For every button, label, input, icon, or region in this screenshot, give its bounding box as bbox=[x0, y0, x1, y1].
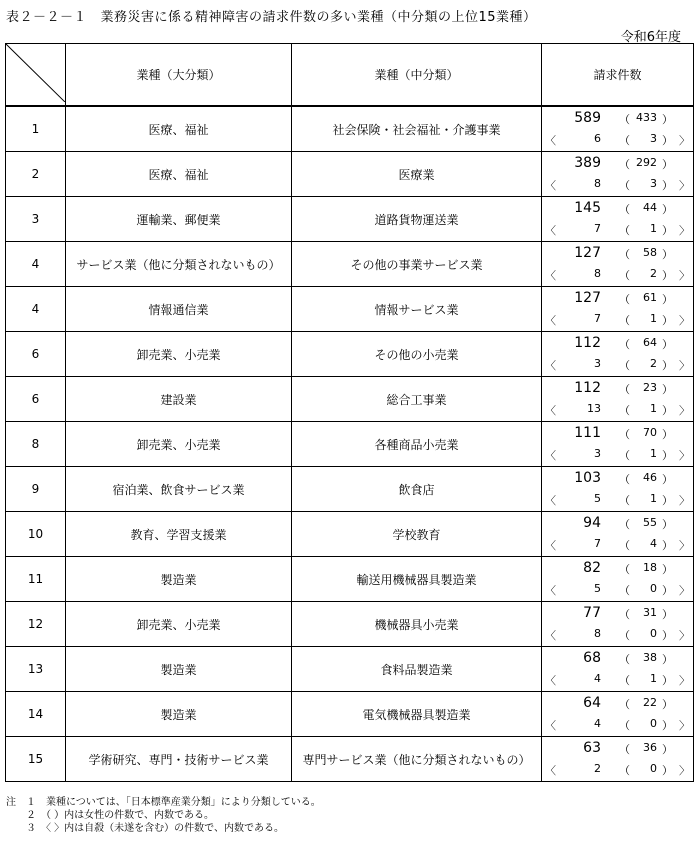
footnote-1: 注 １ 業種については、「日本標準産業分類」により分類している。 bbox=[6, 797, 321, 808]
header-middle-category: 業種（中分類） bbox=[292, 44, 542, 107]
major-category-cell: 卸売業、小売業 bbox=[66, 602, 292, 647]
angle-open: 〈 bbox=[545, 224, 556, 238]
count-line-total bbox=[542, 740, 693, 758]
female-count: 36 bbox=[643, 741, 657, 755]
middle-category-cell: 各種商品小売業 bbox=[292, 422, 542, 467]
count-line-total bbox=[542, 650, 693, 668]
rank-cell: 14 bbox=[6, 692, 66, 737]
suicide-female-count: 1 bbox=[650, 222, 657, 236]
count-line-suicide bbox=[542, 356, 693, 374]
count-line-suicide bbox=[542, 131, 693, 149]
suicide-female-count: 1 bbox=[650, 402, 657, 416]
paren-open: （ bbox=[619, 518, 630, 532]
suicide-female-count: 0 bbox=[650, 582, 657, 596]
paren-open: （ bbox=[619, 653, 630, 667]
claim-count-cell bbox=[542, 152, 694, 197]
total-count: 127 bbox=[574, 245, 601, 262]
suicide-count: 7 bbox=[594, 312, 601, 326]
suicide-female-count: 1 bbox=[650, 447, 657, 461]
paren-open: （ bbox=[619, 134, 630, 148]
female-count: 31 bbox=[643, 606, 657, 620]
paren-open: （ bbox=[619, 113, 630, 127]
table-row bbox=[6, 692, 694, 737]
total-count: 77 bbox=[583, 605, 601, 622]
middle-category-cell: 輸送用機械器具製造業 bbox=[292, 557, 542, 602]
paren-close: ） bbox=[662, 653, 673, 667]
paren-close: ） bbox=[662, 248, 673, 262]
major-category-cell: 学術研究、専門・技術サービス業 bbox=[66, 737, 292, 782]
angle-close: 〉 bbox=[679, 764, 690, 778]
claim-count-cell bbox=[542, 332, 694, 377]
angle-close: 〉 bbox=[679, 134, 690, 148]
count-line-total bbox=[542, 380, 693, 398]
paren-open: （ bbox=[619, 473, 630, 487]
suicide-female-count: 0 bbox=[650, 627, 657, 641]
rank-cell: 9 bbox=[6, 467, 66, 512]
paren-close: ） bbox=[662, 719, 673, 733]
angle-close: 〉 bbox=[679, 539, 690, 553]
angle-open: 〈 bbox=[545, 269, 556, 283]
female-count: 22 bbox=[643, 696, 657, 710]
suicide-count: 5 bbox=[594, 582, 601, 596]
rank-cell: 12 bbox=[6, 602, 66, 647]
middle-category-cell: 学校教育 bbox=[292, 512, 542, 557]
paren-close: ） bbox=[662, 563, 673, 577]
paren-open: （ bbox=[619, 698, 630, 712]
footnote-3: ３ 〈 〉内は自殺（未遂を含む）の件数で、内数である。 bbox=[6, 823, 284, 834]
paren-close: ） bbox=[662, 608, 673, 622]
rank-cell: 3 bbox=[6, 197, 66, 242]
major-category-cell: 情報通信業 bbox=[66, 287, 292, 332]
suicide-female-count: 3 bbox=[650, 132, 657, 146]
suicide-female-count: 0 bbox=[650, 762, 657, 776]
angle-open: 〈 bbox=[545, 404, 556, 418]
count-line-suicide bbox=[542, 311, 693, 329]
header-row bbox=[6, 44, 694, 107]
paren-close: ） bbox=[662, 338, 673, 352]
angle-open: 〈 bbox=[545, 719, 556, 733]
angle-close: 〉 bbox=[679, 494, 690, 508]
paren-open: （ bbox=[619, 293, 630, 307]
major-category-cell: 製造業 bbox=[66, 557, 292, 602]
paren-close: ） bbox=[662, 743, 673, 757]
count-line-total bbox=[542, 200, 693, 218]
claim-count-cell bbox=[542, 287, 694, 332]
table-row bbox=[6, 737, 694, 782]
table-row bbox=[6, 422, 694, 467]
paren-close: ） bbox=[662, 584, 673, 598]
suicide-count: 5 bbox=[594, 492, 601, 506]
suicide-count: 13 bbox=[587, 402, 601, 416]
paren-close: ） bbox=[662, 449, 673, 463]
paren-open: （ bbox=[619, 203, 630, 217]
middle-category-cell: 飲食店 bbox=[292, 467, 542, 512]
claim-count-cell bbox=[542, 557, 694, 602]
paren-close: ） bbox=[662, 158, 673, 172]
suicide-female-count: 2 bbox=[650, 267, 657, 281]
middle-category-cell: 医療業 bbox=[292, 152, 542, 197]
female-count: 61 bbox=[643, 291, 657, 305]
table-body bbox=[6, 106, 694, 782]
suicide-count: 8 bbox=[594, 627, 601, 641]
paren-close: ） bbox=[662, 404, 673, 418]
paren-open: （ bbox=[619, 179, 630, 193]
paren-open: （ bbox=[619, 224, 630, 238]
count-line-total bbox=[542, 290, 693, 308]
rank-cell: 15 bbox=[6, 737, 66, 782]
female-count: 44 bbox=[643, 201, 657, 215]
count-line-total bbox=[542, 605, 693, 623]
major-category-cell: 卸売業、小売業 bbox=[66, 332, 292, 377]
paren-open: （ bbox=[619, 743, 630, 757]
paren-open: （ bbox=[619, 764, 630, 778]
paren-open: （ bbox=[619, 338, 630, 352]
paren-close: ） bbox=[662, 473, 673, 487]
angle-close: 〉 bbox=[679, 674, 690, 688]
middle-category-cell: 情報サービス業 bbox=[292, 287, 542, 332]
count-line-total bbox=[542, 110, 693, 128]
total-count: 145 bbox=[574, 200, 601, 217]
rank-cell: 1 bbox=[6, 106, 66, 152]
middle-category-cell: 専門サービス業（他に分類されないもの） bbox=[292, 737, 542, 782]
angle-open: 〈 bbox=[545, 539, 556, 553]
claim-count-cell bbox=[542, 197, 694, 242]
claim-count-cell bbox=[542, 602, 694, 647]
corner-cell bbox=[6, 44, 66, 107]
middle-category-cell: その他の小売業 bbox=[292, 332, 542, 377]
claim-count-cell bbox=[542, 422, 694, 467]
angle-open: 〈 bbox=[545, 134, 556, 148]
total-count: 589 bbox=[574, 110, 601, 127]
major-category-cell: 運輸業、郵便業 bbox=[66, 197, 292, 242]
female-count: 23 bbox=[643, 381, 657, 395]
table-row bbox=[6, 287, 694, 332]
angle-open: 〈 bbox=[545, 449, 556, 463]
count-line-suicide bbox=[542, 671, 693, 689]
suicide-count: 6 bbox=[594, 132, 601, 146]
paren-close: ） bbox=[662, 203, 673, 217]
table-row bbox=[6, 332, 694, 377]
angle-open: 〈 bbox=[545, 359, 556, 373]
angle-close: 〉 bbox=[679, 584, 690, 598]
middle-category-cell: 社会保険・社会福祉・介護事業 bbox=[292, 106, 542, 152]
angle-close: 〉 bbox=[679, 449, 690, 463]
rank-cell: 4 bbox=[6, 242, 66, 287]
claim-count-cell bbox=[542, 377, 694, 422]
major-category-cell: 宿泊業、飲食サービス業 bbox=[66, 467, 292, 512]
header-claim-count: 請求件数 bbox=[542, 44, 694, 107]
paren-open: （ bbox=[619, 404, 630, 418]
paren-open: （ bbox=[619, 449, 630, 463]
suicide-female-count: 1 bbox=[650, 312, 657, 326]
suicide-count: 7 bbox=[594, 222, 601, 236]
paren-close: ） bbox=[662, 428, 673, 442]
angle-open: 〈 bbox=[545, 629, 556, 643]
rank-cell: 2 bbox=[6, 152, 66, 197]
count-line-suicide bbox=[542, 221, 693, 239]
paren-close: ） bbox=[662, 383, 673, 397]
angle-open: 〈 bbox=[545, 314, 556, 328]
paren-close: ） bbox=[662, 134, 673, 148]
suicide-female-count: 2 bbox=[650, 357, 657, 371]
paren-close: ） bbox=[662, 269, 673, 283]
paren-close: ） bbox=[662, 539, 673, 553]
header-major-category: 業種（大分類） bbox=[66, 44, 292, 107]
table-title: 表２－２－１ 業務災害に係る精神障害の請求件数の多い業種（中分類の上位15業種） bbox=[6, 10, 537, 25]
paren-open: （ bbox=[619, 674, 630, 688]
paren-open: （ bbox=[619, 248, 630, 262]
middle-category-cell: その他の事業サービス業 bbox=[292, 242, 542, 287]
footnote-2: ２ （ ）内は女性の件数で、内数である。 bbox=[6, 810, 214, 821]
paren-close: ） bbox=[662, 674, 673, 688]
paren-close: ） bbox=[662, 179, 673, 193]
suicide-female-count: 3 bbox=[650, 177, 657, 191]
angle-open: 〈 bbox=[545, 494, 556, 508]
footnotes bbox=[6, 796, 321, 835]
suicide-female-count: 0 bbox=[650, 717, 657, 731]
suicide-female-count: 4 bbox=[650, 537, 657, 551]
table-row bbox=[6, 467, 694, 512]
claim-count-cell bbox=[542, 242, 694, 287]
angle-close: 〉 bbox=[679, 179, 690, 193]
female-count: 38 bbox=[643, 651, 657, 665]
paren-open: （ bbox=[619, 269, 630, 283]
paren-open: （ bbox=[619, 608, 630, 622]
female-count: 46 bbox=[643, 471, 657, 485]
count-line-total bbox=[542, 155, 693, 173]
suicide-count: 4 bbox=[594, 717, 601, 731]
rank-cell: 6 bbox=[6, 377, 66, 422]
count-line-total bbox=[542, 560, 693, 578]
table-row bbox=[6, 647, 694, 692]
claims-table bbox=[5, 43, 694, 782]
claim-count-cell bbox=[542, 512, 694, 557]
diagonal-line bbox=[6, 44, 65, 102]
female-count: 58 bbox=[643, 246, 657, 260]
rank-cell: 6 bbox=[6, 332, 66, 377]
table-row bbox=[6, 242, 694, 287]
paren-close: ） bbox=[662, 224, 673, 238]
paren-open: （ bbox=[619, 383, 630, 397]
female-count: 55 bbox=[643, 516, 657, 530]
total-count: 103 bbox=[574, 470, 601, 487]
middle-category-cell: 食料品製造業 bbox=[292, 647, 542, 692]
count-line-total bbox=[542, 695, 693, 713]
claim-count-cell bbox=[542, 692, 694, 737]
total-count: 111 bbox=[574, 425, 601, 442]
table-row bbox=[6, 377, 694, 422]
suicide-female-count: 1 bbox=[650, 492, 657, 506]
rank-cell: 4 bbox=[6, 287, 66, 332]
paren-open: （ bbox=[619, 539, 630, 553]
count-line-suicide bbox=[542, 176, 693, 194]
paren-open: （ bbox=[619, 428, 630, 442]
count-line-suicide bbox=[542, 536, 693, 554]
suicide-female-count: 1 bbox=[650, 672, 657, 686]
claim-count-cell bbox=[542, 467, 694, 512]
paren-close: ） bbox=[662, 113, 673, 127]
count-line-suicide bbox=[542, 716, 693, 734]
angle-close: 〉 bbox=[679, 719, 690, 733]
total-count: 68 bbox=[583, 650, 601, 667]
major-category-cell: 製造業 bbox=[66, 647, 292, 692]
count-line-total bbox=[542, 470, 693, 488]
paren-close: ） bbox=[662, 629, 673, 643]
table-row bbox=[6, 602, 694, 647]
paren-close: ） bbox=[662, 698, 673, 712]
fiscal-year-label: 令和6年度 bbox=[620, 30, 681, 45]
paren-open: （ bbox=[619, 314, 630, 328]
major-category-cell: 医療、福祉 bbox=[66, 152, 292, 197]
count-line-suicide bbox=[542, 761, 693, 779]
table-row bbox=[6, 512, 694, 557]
rank-cell: 11 bbox=[6, 557, 66, 602]
count-line-suicide bbox=[542, 626, 693, 644]
major-category-cell: 卸売業、小売業 bbox=[66, 422, 292, 467]
suicide-count: 7 bbox=[594, 537, 601, 551]
claim-count-cell bbox=[542, 647, 694, 692]
claim-count-cell bbox=[542, 106, 694, 152]
count-line-suicide bbox=[542, 491, 693, 509]
count-line-suicide bbox=[542, 581, 693, 599]
female-count: 433 bbox=[636, 111, 657, 125]
female-count: 70 bbox=[643, 426, 657, 440]
claim-count-cell bbox=[542, 737, 694, 782]
angle-close: 〉 bbox=[679, 269, 690, 283]
female-count: 64 bbox=[643, 336, 657, 350]
suicide-count: 3 bbox=[594, 357, 601, 371]
angle-close: 〉 bbox=[679, 359, 690, 373]
table-row bbox=[6, 197, 694, 242]
angle-open: 〈 bbox=[545, 764, 556, 778]
paren-close: ） bbox=[662, 314, 673, 328]
paren-close: ） bbox=[662, 764, 673, 778]
major-category-cell: 建設業 bbox=[66, 377, 292, 422]
suicide-count: 8 bbox=[594, 177, 601, 191]
major-category-cell: 製造業 bbox=[66, 692, 292, 737]
total-count: 112 bbox=[574, 335, 601, 352]
major-category-cell: サービス業（他に分類されないもの） bbox=[66, 242, 292, 287]
paren-close: ） bbox=[662, 494, 673, 508]
paren-open: （ bbox=[619, 494, 630, 508]
suicide-count: 2 bbox=[594, 762, 601, 776]
total-count: 389 bbox=[574, 155, 601, 172]
angle-close: 〉 bbox=[679, 629, 690, 643]
count-line-suicide bbox=[542, 401, 693, 419]
count-line-total bbox=[542, 335, 693, 353]
total-count: 112 bbox=[574, 380, 601, 397]
paren-open: （ bbox=[619, 563, 630, 577]
major-category-cell: 医療、福祉 bbox=[66, 106, 292, 152]
count-line-total bbox=[542, 245, 693, 263]
middle-category-cell: 道路貨物運送業 bbox=[292, 197, 542, 242]
suicide-count: 8 bbox=[594, 267, 601, 281]
count-line-total bbox=[542, 425, 693, 443]
count-line-total bbox=[542, 515, 693, 533]
paren-open: （ bbox=[619, 158, 630, 172]
middle-category-cell: 機械器具小売業 bbox=[292, 602, 542, 647]
total-count: 82 bbox=[583, 560, 601, 577]
count-line-suicide bbox=[542, 446, 693, 464]
middle-category-cell: 総合工事業 bbox=[292, 377, 542, 422]
paren-close: ） bbox=[662, 359, 673, 373]
total-count: 64 bbox=[583, 695, 601, 712]
table-row bbox=[6, 106, 694, 152]
middle-category-cell: 電気機械器具製造業 bbox=[292, 692, 542, 737]
major-category-cell: 教育、学習支援業 bbox=[66, 512, 292, 557]
rank-cell: 8 bbox=[6, 422, 66, 467]
angle-close: 〉 bbox=[679, 404, 690, 418]
total-count: 94 bbox=[583, 515, 601, 532]
count-line-suicide bbox=[542, 266, 693, 284]
female-count: 292 bbox=[636, 156, 657, 170]
paren-close: ） bbox=[662, 293, 673, 307]
angle-open: 〈 bbox=[545, 179, 556, 193]
angle-close: 〉 bbox=[679, 224, 690, 238]
paren-open: （ bbox=[619, 584, 630, 598]
paren-open: （ bbox=[619, 359, 630, 373]
suicide-count: 4 bbox=[594, 672, 601, 686]
rank-cell: 13 bbox=[6, 647, 66, 692]
total-count: 127 bbox=[574, 290, 601, 307]
paren-open: （ bbox=[619, 719, 630, 733]
suicide-count: 3 bbox=[594, 447, 601, 461]
paren-open: （ bbox=[619, 629, 630, 643]
paren-close: ） bbox=[662, 518, 673, 532]
table-row bbox=[6, 557, 694, 602]
table-row bbox=[6, 152, 694, 197]
angle-open: 〈 bbox=[545, 674, 556, 688]
angle-open: 〈 bbox=[545, 584, 556, 598]
total-count: 63 bbox=[583, 740, 601, 757]
angle-close: 〉 bbox=[679, 314, 690, 328]
female-count: 18 bbox=[643, 561, 657, 575]
rank-cell: 10 bbox=[6, 512, 66, 557]
